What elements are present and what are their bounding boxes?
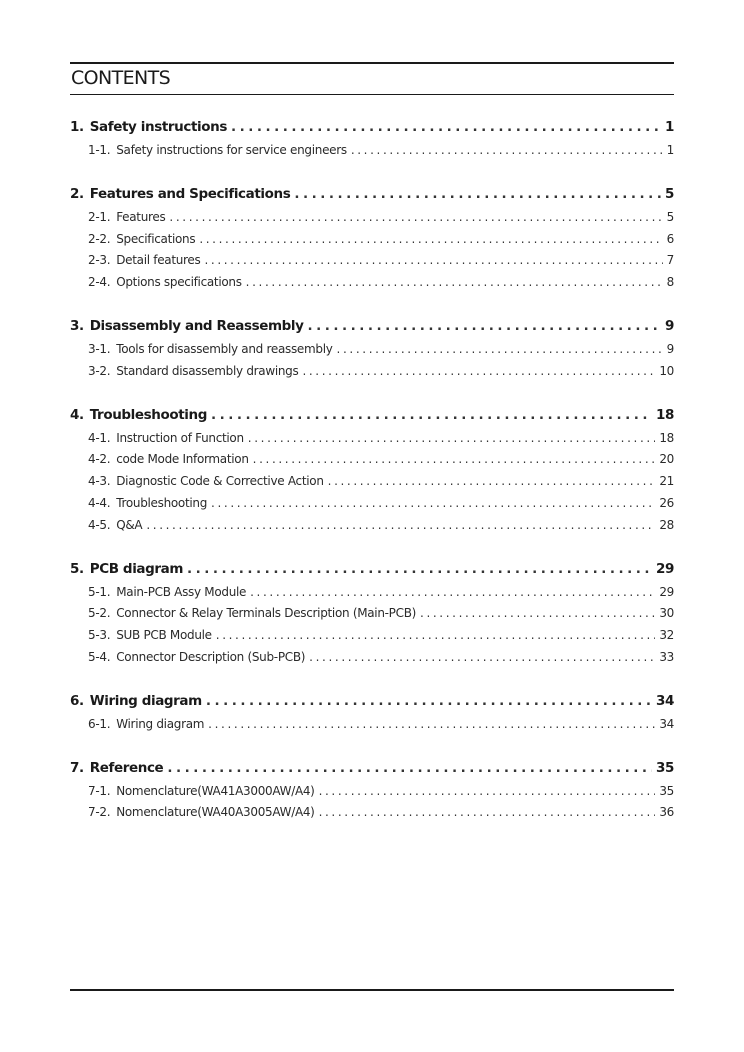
dot-leader [248,431,656,445]
toc-entry-page: 30 [659,606,674,621]
toc-entry-title: Connector Description (Sub-PCB) [116,649,306,664]
toc-entry-title: Nomenclature(WA40A3005AW/A4) [116,805,315,820]
toc-entry-title: code Mode Information [116,452,249,467]
toc-chapter-entry[interactable] [70,186,674,210]
toc-entry-title: Troubleshooting [89,406,208,423]
toc-entry-title: Standard disassembly drawings [116,363,299,378]
toc-entry-title: Wiring diagram [116,716,205,731]
toc-entry-title: Options specifications [116,275,242,290]
toc-chapter-entry[interactable] [70,318,674,342]
toc-entry-page: 34 [656,692,674,709]
toc-entry-number: 4. [70,406,84,423]
dot-leader [204,253,662,267]
toc-subsection-entry[interactable] [70,210,674,232]
toc-entry-title: Detail features [116,253,201,268]
toc-entry-number: 7. [70,759,84,776]
toc-section [70,186,674,297]
toc-entry-page: 18 [656,406,674,423]
toc-section [70,693,674,739]
toc-entry-number: 1-1. [88,143,111,157]
toc-entry-title: Instruction of Function [116,430,244,445]
toc-entry-title: Features and Specifications [89,185,291,202]
toc-entry-page: 1 [665,119,674,135]
toc-section [70,760,674,828]
dot-leader [319,784,656,798]
toc-section [70,119,674,165]
dot-leader [211,407,652,423]
toc-entry-number: 2. [70,185,84,202]
toc-subsection-entry[interactable] [70,717,674,739]
dot-leader [211,496,655,510]
dot-leader [328,474,656,488]
toc-entry-number: 3. [70,317,84,334]
dot-leader [231,119,661,135]
toc-subsection-entry[interactable] [70,805,674,827]
toc-subsection-entry[interactable] [70,143,674,165]
dot-leader [187,561,652,577]
toc-entry-number: 2-4. [88,275,111,290]
toc-subsection-entry[interactable] [70,342,674,364]
toc-entry-page: 21 [659,474,674,489]
table-of-contents [70,119,674,848]
toc-subsection-entry[interactable] [70,585,674,607]
toc-entry-page: 29 [659,584,674,599]
toc-entry-page: 35 [659,783,674,798]
toc-chapter-entry[interactable] [70,760,674,784]
toc-entry-title: Nomenclature(WA41A3000AW/A4) [116,783,315,798]
toc-subsection-entry[interactable] [70,496,674,518]
toc-entry-page: 8 [666,275,674,290]
dot-leader [206,693,652,709]
dot-leader [309,650,655,664]
dot-leader [294,186,661,202]
toc-entry-number: 4-1. [88,430,111,445]
toc-entry-title: Specifications [116,231,196,246]
toc-entry-page: 20 [659,452,674,467]
toc-entry-number: 5-4. [88,649,111,664]
toc-entry-number: 3-1. [88,341,111,356]
toc-section [70,318,674,386]
dot-leader [337,342,663,356]
toc-entry-page: 32 [659,628,674,643]
dot-leader [308,318,661,334]
toc-entry-number: 4-4. [88,495,111,510]
toc-entry-title: Tools for disassembly and reassembly [116,341,333,356]
top-rule [70,62,674,64]
dot-leader [351,143,663,157]
toc-entry-number: 5. [70,560,84,577]
toc-subsection-entry[interactable] [70,606,674,628]
toc-entry-number: 2-2. [88,231,111,246]
toc-subsection-entry[interactable] [70,364,674,386]
toc-section [70,561,674,672]
dot-leader [246,275,663,289]
toc-entry-page: 29 [656,560,674,577]
toc-entry-page: 7 [666,253,674,268]
toc-entry-title: Q&A [116,517,143,532]
toc-entry-title: Features [116,209,166,224]
toc-entry-page: 9 [666,341,674,356]
toc-entry-page: 35 [656,759,674,776]
toc-subsection-entry[interactable] [70,474,674,496]
toc-entry-number: 6. [70,692,84,709]
dot-leader [420,606,655,620]
dot-leader [146,518,655,532]
toc-entry-title: Reference [89,759,164,776]
toc-entry-number: 7-1. [88,783,111,798]
toc-entry-title: SUB PCB Module [116,628,212,643]
toc-entry-title: Diagnostic Code & Corrective Action [116,474,324,489]
toc-entry-number: 3-2. [88,363,111,378]
toc-subsection-entry[interactable] [70,452,674,474]
toc-entry-number: 2-3. [88,253,111,268]
dot-leader [199,232,662,246]
toc-entry-page: 6 [666,231,674,246]
toc-entry-page: 28 [659,517,674,532]
toc-chapter-entry[interactable] [70,693,674,717]
toc-subsection-entry[interactable] [70,253,674,275]
toc-entry-number: 4-2. [88,452,111,467]
bottom-rule [70,989,674,991]
dot-leader [319,805,656,819]
page-title: CONTENTS [71,67,171,89]
toc-chapter-entry[interactable] [70,561,674,585]
dot-leader [302,364,655,378]
toc-entry-page: 5 [666,209,674,224]
toc-entry-title: Safety instructions for service engineers [116,143,347,157]
toc-entry-title: Safety instructions [89,119,227,135]
toc-entry-number: 7-2. [88,805,111,820]
toc-entry-page: 26 [659,495,674,510]
toc-entry-title: Wiring diagram [89,692,202,709]
dot-leader [208,717,655,731]
toc-entry-number: 4-3. [88,474,111,489]
dot-leader [169,210,662,224]
toc-entry-page: 34 [659,716,674,731]
toc-entry-number: 6-1. [88,716,111,731]
dot-leader [250,585,655,599]
toc-entry-page: 5 [665,185,674,202]
toc-entry-page: 1 [666,143,674,157]
dot-leader [216,628,656,642]
toc-entry-page: 9 [665,317,674,334]
toc-entry-page: 18 [659,430,674,445]
toc-subsection-entry[interactable] [70,431,674,453]
dot-leader [253,452,656,466]
toc-entry-page: 36 [659,805,674,820]
toc-section [70,407,674,540]
toc-entry-number: 1. [70,119,84,135]
toc-entry-title: PCB diagram [89,560,184,577]
toc-subsection-entry[interactable] [70,518,674,540]
toc-entry-page: 10 [659,363,674,378]
toc-entry-number: 5-2. [88,606,111,621]
toc-entry-number: 5-3. [88,628,111,643]
toc-entry-number: 5-1. [88,584,111,599]
toc-entry-title: Connector & Relay Terminals Description (Main-PCB) [116,606,417,621]
toc-entry-title: Main-PCB Assy Module [116,584,247,599]
dot-leader [167,760,652,776]
toc-chapter-entry[interactable] [70,119,674,143]
toc-entry-title: Troubleshooting [116,495,208,510]
toc-subsection-entry[interactable] [70,628,674,650]
toc-subsection-entry[interactable] [70,650,674,672]
toc-subsection-entry[interactable] [70,232,674,254]
toc-entry-number: 4-5. [88,517,111,532]
toc-entry-number: 2-1. [88,209,111,224]
title-underline [70,94,674,95]
toc-subsection-entry[interactable] [70,784,674,806]
toc-entry-page: 33 [659,649,674,664]
toc-subsection-entry[interactable] [70,275,674,297]
toc-chapter-entry[interactable] [70,407,674,431]
toc-entry-title: Disassembly and Reassembly [89,317,304,334]
